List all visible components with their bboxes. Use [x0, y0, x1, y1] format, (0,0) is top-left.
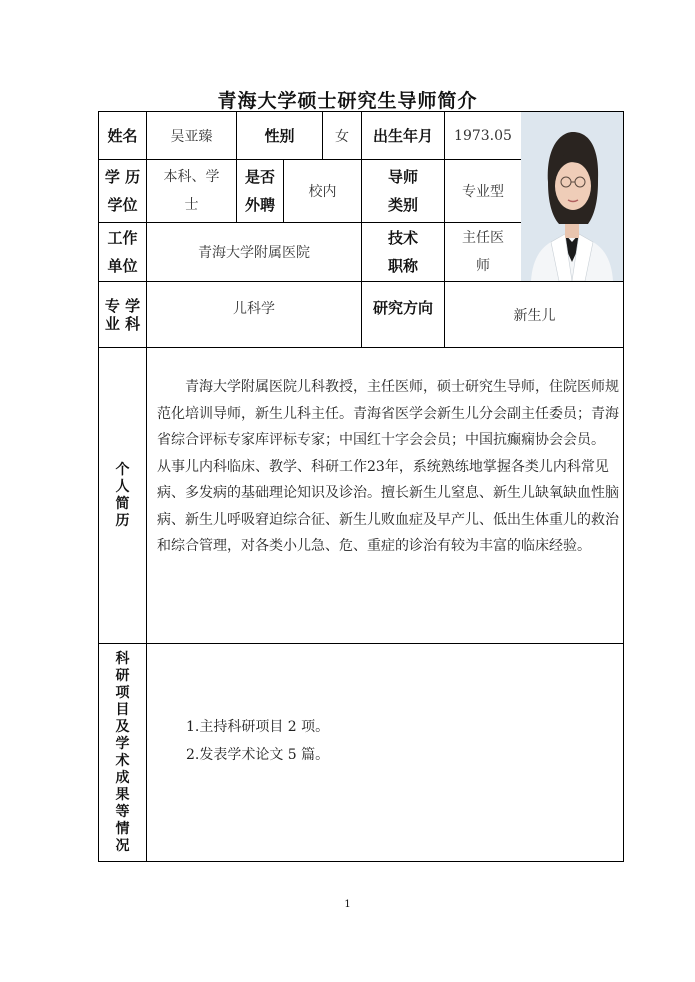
- label-research-char: 项: [115, 685, 130, 701]
- value-education-line2: 士: [184, 197, 199, 213]
- label-major-line1: 专 学: [104, 296, 141, 315]
- label-external-line1: 是否: [244, 168, 275, 186]
- bio-paragraph-2: 从事儿内科临床、教学、科研工作23年，系统熟练地掌握各类儿内科常见病、多发病的基础理论知识及诊治。擅长新生儿窒息、新生儿缺氧缺血性脑病、新生儿呼吸窘迫综合征、新生儿败血症及早产儿、低出生体重儿的救治和综合管理，对各类小儿急、危、重症的诊治有较为丰富的临床经验。: [157, 458, 619, 554]
- label-bio-char: 历: [115, 512, 130, 529]
- label-research-char: 研: [115, 668, 130, 684]
- label-birth: 出生年月: [361, 111, 444, 159]
- label-bio-char: 人: [115, 478, 130, 495]
- portrait-photo: [521, 112, 623, 281]
- label-education-line2: 学位: [107, 196, 138, 214]
- label-work-unit: [98, 222, 146, 281]
- label-education-line1: 学 历: [104, 168, 141, 186]
- label-research-char: 科: [115, 651, 130, 667]
- label-research: [98, 643, 146, 862]
- value-work-unit: 青海大学附属医院: [146, 222, 361, 281]
- label-external: [236, 159, 283, 222]
- label-external-line2: 外聘: [244, 196, 275, 214]
- value-title-rank-line1: 主任医: [462, 230, 504, 246]
- value-title-rank: [444, 222, 521, 281]
- label-research-char: 及: [115, 719, 130, 735]
- value-major: 儿科学: [146, 281, 361, 347]
- label-research-char: 术: [115, 753, 130, 769]
- label-bio: [98, 347, 146, 643]
- bio-paragraph-1: 青海大学附属医院儿科教授，主任医师，硕士研究生导师，住院医师规范化培训导师，新生儿科主任。青海省医学会新生儿分会副主任委员；青海省综合评标专家库评标专家；中国红十字会会员；中国抗癫痫协会会员。: [157, 379, 619, 448]
- value-education-line1: 本科、学: [163, 169, 220, 185]
- value-name: 吴亚臻: [146, 111, 236, 159]
- label-gender: 性别: [236, 111, 322, 159]
- label-title-rank: [361, 222, 444, 281]
- label-work-unit-line1: 工作: [107, 229, 138, 247]
- research-item: 1.主持科研项目 2 项。: [186, 719, 330, 735]
- label-direction: 研究方向: [361, 281, 444, 347]
- value-education: [146, 159, 236, 222]
- page-number: 1: [344, 899, 351, 910]
- value-advisor-type: 专业型: [444, 159, 521, 222]
- label-research-char: 等: [115, 804, 130, 820]
- research-list: [186, 713, 329, 769]
- label-major: [98, 281, 146, 347]
- bio-text: [157, 374, 619, 560]
- label-research-char: 学: [115, 736, 130, 752]
- label-title-rank-line2: 职称: [387, 257, 418, 275]
- label-bio-char: 简: [115, 495, 130, 512]
- label-research-char: 目: [115, 702, 130, 718]
- label-research-char: 成: [115, 770, 130, 786]
- label-major-line2: 业 科: [104, 314, 141, 333]
- research-item: 2.发表学术论文 5 篇。: [186, 747, 330, 763]
- label-title-rank-line1: 技术: [387, 229, 418, 247]
- value-birth: 1973.05: [444, 111, 521, 159]
- label-name: 姓名: [98, 111, 146, 159]
- value-title-rank-line2: 师: [476, 258, 490, 274]
- value-external: 校内: [283, 159, 361, 222]
- label-advisor-type-line1: 导师: [387, 168, 418, 186]
- label-research-char: 果: [115, 787, 130, 803]
- label-bio-char: 个: [115, 461, 130, 478]
- value-direction: 新生儿: [444, 281, 624, 347]
- label-research-char: 况: [115, 838, 130, 854]
- value-gender: 女: [322, 111, 361, 159]
- page-title: 青海大学硕士研究生导师简介: [217, 90, 478, 112]
- portrait-illustration: [521, 112, 623, 281]
- label-education: [98, 159, 146, 222]
- label-work-unit-line2: 单位: [107, 257, 138, 275]
- label-research-char: 情: [115, 821, 130, 837]
- label-advisor-type: [361, 159, 444, 222]
- label-advisor-type-line2: 类别: [387, 196, 418, 214]
